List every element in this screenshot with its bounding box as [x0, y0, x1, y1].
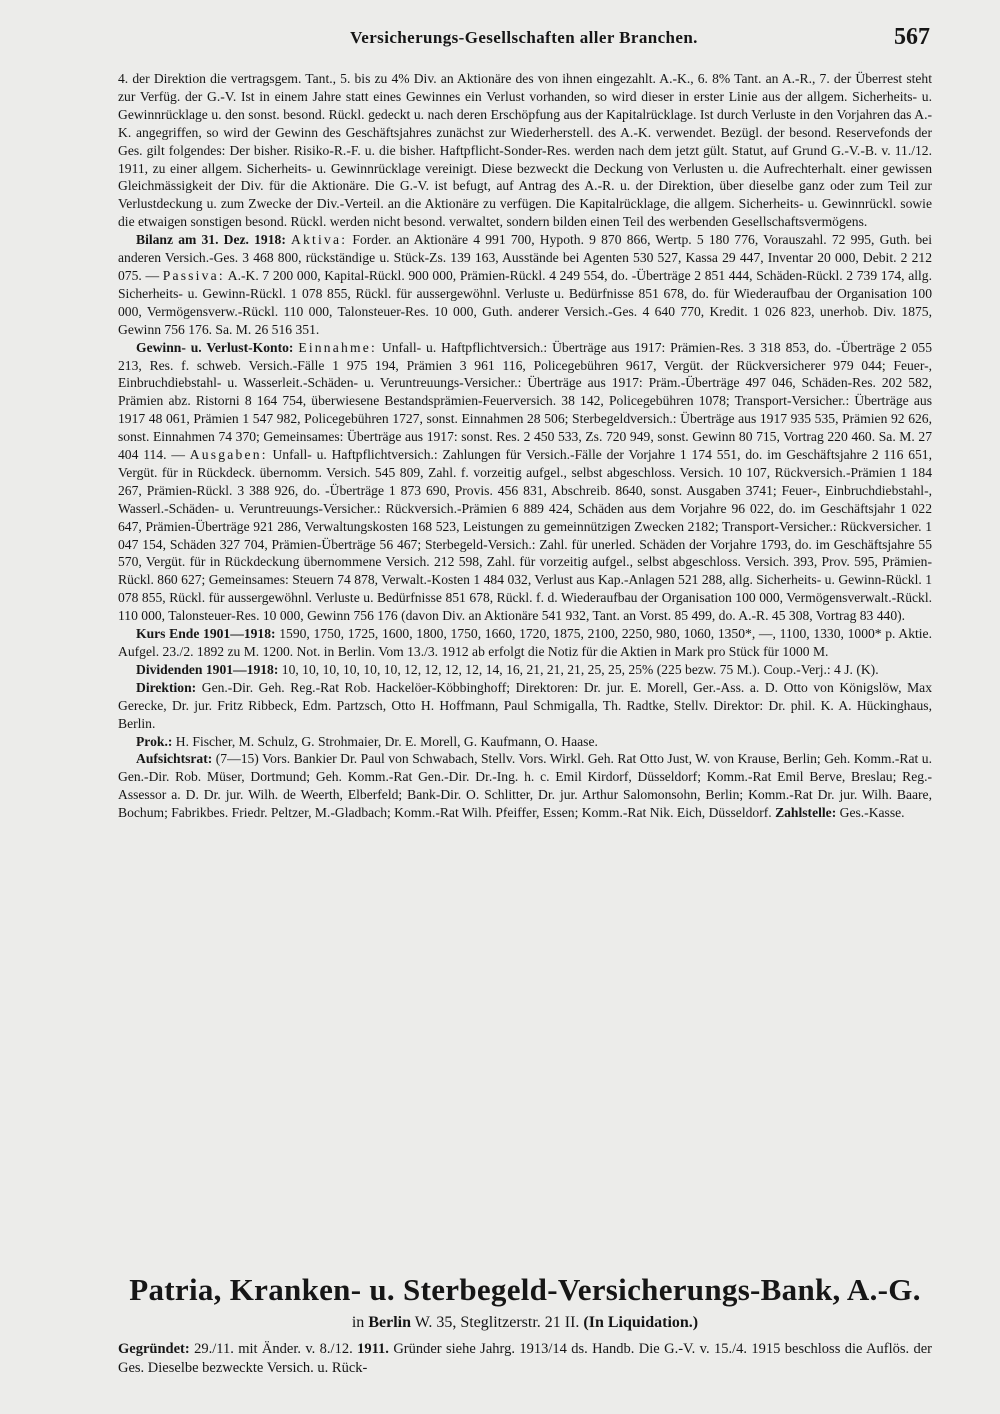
- company-address: [118, 1312, 932, 1334]
- founded-text-b: Gründer siehe Jahrg. 1913/14 ds. Handb. Die G.-V. v. 15./4. 1915 beschloss die Auflös. der Ges. Dieselbe bezweckte Versich. u. Rück-: [118, 1341, 933, 1376]
- dividenden-section: [118, 661, 932, 679]
- page-number: 567: [894, 24, 930, 50]
- founded-paragraph: [118, 1340, 932, 1378]
- passiva-text: A.-K. 7 200 000, Kapital-Rückl. 900 000, Prämien-Rückl. 4 249 554, do. -Überträge 2 851 444, Schäden-Rückl. 2 739 174, allg. Sicherheits- u. Gewinn-Rückl. 1 078 855, Rückl. für aussergewöhnl. Verluste u. Bedürfnisse 851 678, do. für Wiederaufbau der Organisation 100 000, Vermögensverw.-Rückl. 110 000, Talonsteuer-Res. 10 000, Guth. anderer Versich.-Ges. 4 640 770, Kredit. 1 026 823, unerhob. Div. 1875, Gewinn 756 176. Sa. M. 26 516 351.: [118, 267, 933, 337]
- passiva-label: Passiva:: [162, 267, 225, 283]
- einnahme-text: Unfall- u. Haftpflichtversich.: Überträge aus 1917: Prämien-Res. 3 318 853, do. -Überträge 2 055 213, Res. f. schweb. Versich.-Fälle 1 975 194, Prämien 3 961 116, Policegebühren 9617, Vergüt. der Rückversicherer 979 044; Feuer-, Einbruchdiebstahl- u. Wasserleit.-Schäden- u. Veruntreuungs-Versicher.: Überträge aus 1917: Präm.-Überträge 497 046, Schäden-Res. 202 582, Prämien abz. Ristorni 8 164 754, überwiesene Bestandsprämien-Feuerversich. 38 142, Policegebühren 1078; Transport-Versicher.: Überträge aus 1917 48 061, Prämien 1 547 982, Policegebühren 1727, sonst. Einnahmen 28 506; Sterbegeldversich.: Überträge aus 1917 935 535, Prämien 92 626, sonst. Einnahmen 74 370; Gemeinsames: Überträge aus 1917: sonst. Res. 2 450 533, Zs. 720 949, sonst. Gewinn 80 715, Vortrag 220 460. Sa. M. 27 404 114. —: [118, 339, 932, 463]
- prok-section: [118, 733, 932, 751]
- direktion-text: Gen.-Dir. Geh. Reg.-Rat Rob. Hackelöer-Köbbinghoff; Direktoren: Dr. jur. E. Morell, Ger.-Ass. a. D. Otto von Königslöw, Max Gerecke, Dr. jur. Fritz Ribbeck, Edm. Partzsch, Otto H. Hoffmann, Paul Schmigalla, Th. Radtke, Stellv. Direktor: Dr. phil. K. A. Hückinghaus, Berlin.: [118, 679, 932, 731]
- kurs-text: 1590, 1750, 1725, 1600, 1800, 1750, 1660, 1720, 1875, 2100, 2250, 980, 1060, 1350*, —, 1100, 1330, 1000* p. Aktie. Aufgel. 23./2. 1892 zu M. 1200. Not. in Berlin. Vom 13./3. 1912 ab erfolgt die Notiz für die Aktien in Mark pro Stück für 1000 M.: [118, 626, 932, 659]
- founded-text-a: 29./11. mit Änder. v. 8./12.: [194, 1341, 353, 1357]
- founded-year: 1911.: [357, 1341, 389, 1357]
- aufsichtsrat-text: (7—15) Vors. Bankier Dr. Paul von Schwabach, Stellv. Vors. Wirkl. Geh. Rat Otto Just, W. von Krause, Berlin; Geh. Komm.-Rat u. Gen.-Dir. Rob. Müser, Dortmund; Geh. Komm.-Rat Gen.-Dir. Dr.-Ing. h. c. Emil Kirdorf, Düsseldorf; Komm.-Rat Emil Berve, Breslau; Reg.-Assessor a. D. Dr. jur. Wilh. de Weerth, Elberfeld; Bank-Dir. O. Schlitter, Dr. jur. Arthur Salomonsohn, Berlin; Komm.-Rat Dr. jur. Wilh. Baare, Bochum; Fabrikbes. Friedr. Peltzer, M.-Gladbach; Komm.-Rat Wilh. Pfeiffer, Essen; Komm.-Rat Nik. Eich, Düsseldorf.: [118, 751, 932, 821]
- gewinn-section: [118, 339, 932, 626]
- dividenden-label: Dividenden 1901—1918:: [136, 661, 279, 677]
- zahlstelle-text: Ges.-Kasse.: [839, 805, 905, 821]
- founded-label: Gegründet:: [118, 1341, 190, 1357]
- kurs-label: Kurs Ende 1901—1918:: [136, 626, 276, 642]
- address-prefix: in: [351, 1314, 365, 1331]
- gewinn-label: Gewinn- u. Verlust-Konto:: [136, 339, 294, 355]
- aufsichtsrat-section: [118, 750, 932, 822]
- running-title: Versicherungs-Gesellschaften aller Branchen.: [350, 28, 698, 47]
- statute-paragraph: [118, 70, 932, 231]
- aktiva-text: Forder. an Aktionäre 4 991 700, Hypoth. 9 870 866, Wertp. 5 180 776, Vorauszahl. 72 995, Guth. bei anderen Versich.-Ges. 3 468 800, rückständige u. Stück-Zs. 139 163, Ausstände bei Agenten 530 527, Kassa 29 447, Inventar 20 000, Debit. 2 212 075. —: [118, 232, 932, 283]
- liquidation-status: (In Liquidation.): [583, 1314, 699, 1331]
- ausgaben-label: Ausgaben:: [189, 447, 268, 463]
- statute-text: 4. der Direktion die vertragsgem. Tant., 5. bis zu 4% Div. an Aktionäre des von ihnen eingezahlt. A.-K., 6. 8% Tant. an A.-R., 7. der Überrest steht zur Verfüg. der G.-V. Ist in einem Jahre statt eines Gewinnes ein Verlust vorhanden, so wird dieser in erster Linie aus der allgem. Sicherheits- u. Gewinnrücklage u. den sonst. besond. Rückl. gedeckt u. nach deren Erschöpfung aus der Kapitalrücklage. Ist durch Verluste in den Vorjahren das A.-K. angegriffen, so wird der Gewinn des Geschäftsjahres zunächst zur Wiederherstell. des A.-K. verwendet. Bezügl. der besond. Reservefonds der Ges. gilt folgendes: Der bisher. Risiko-R.-F. u. die bisher. Haftpflicht-Sonder-Res. werden nach dem jetzt gült. Statut, auf Grund G.-V.-B. v. 11./12. 1911, zu einer allgem. Sicherheits- u. Gewinnrücklage vereinigt. Diese bezweckt die Deckung von Verlusten u. die Aufrechterhalt. einer gewissen Gleichmässigkeit der Div. für die Aktionäre. Die G.-V. ist befugt, auf Antrag des A.-R. u. der Direktion, über dieselbe ganz oder zum Teil zur Verlustdeckung u. zum Zwecke der Div.-Verteil. an die Aktionäre zu verfügen. Die Kapitalrücklage, die allgem. Sicherheits- u. Gewinnrückl. sowie die etwaigen sonstigen besond. Rückl. werden nicht besond. verwaltet, sondern bilden einen Teil des werbenden Gesellschaftsvermögens.: [118, 71, 932, 230]
- prok-label: Prok.:: [136, 733, 173, 749]
- running-header: [118, 24, 930, 54]
- kurs-section: [118, 625, 932, 661]
- company-name: Patria, Kranken- u. Sterbegeld-Versicherungs-Bank, A.-G.: [129, 1272, 921, 1307]
- ausgaben-text: Unfall- u. Haftpflichtversich.: Zahlungen für Versich.-Fälle der Vorjahre 1 174 551, do. im Geschäftsjahre 2 116 651, Vergüt. für in Rückdeck. übernomm. Versich. 545 809, Zahl. f. vorzeitig aufgel., selbst abgeschloss. Versich. 10 107, Rückversich.-Prämien 1 184 267, Prämien-Rückl. 3 388 926, do. -Überträge 1 873 690, Provis. 456 831, Abschreib. 8640, sonst. Ausgaben 3741; Feuer-, Einbruchdiebstahl-, Wasserl.-Schäden- u. Veruntreuungs-Versicher.: Rückversich.-Prämien 6 889 424, Schäden aus dem Vorjahre 96 022, do. im Geschäftsjahr 1 022 647, Prämien-Überträge 921 286, Verwaltungskosten 168 523, Leistungen zu gemeinnützigen Zwecken 2182; Transport-Versicher.: Rückversicher. 1 047 154, Schäden 327 704, Prämien-Überträge 56 467; Sterbegeld-Versich.: Zahl. für unerled. Schäden der Vorjahre 1793, do. im Geschäftsjahre 55 570, Vergüt. für in Rückdeckung übernommene Versich. 212 598, Zahl. für vorzeitig aufgel., selbst abgeschloss. Versich. 393, Prov. 595, Prämien-Rückl. 860 627; Gemeinsames: Steuern 74 878, Verwalt.-Kosten 1 484 032, Verlust aus Kap.-Anlagen 521 288, allg. Sicherheits- u. Gewinn-Rückl. 1 078 855, Rückl. für aussergewöhnl. Verluste u. Bedürfnisse 851 678, Rückl. f. d. Wiederaufbau der Organisation 100 000, Vermögensverwalt.-Rückl. 110 000, Talonsteuer-Res. 10 000, Gewinn 756 176 (davon Div. an Aktionäre 541 932, Tant. an Vorst. 85 499, do. A.-R. 45 308, Vortrag 83 440).: [118, 447, 932, 624]
- company-city: Berlin: [368, 1314, 411, 1331]
- zahlstelle-label: Zahlstelle:: [775, 805, 837, 821]
- bilanz-section: [118, 231, 932, 338]
- article-body: [118, 70, 932, 822]
- direktion-section: [118, 679, 932, 733]
- aktiva-label: Aktiva:: [291, 232, 348, 248]
- address-rest: W. 35, Steglitzerstr. 21 II.: [414, 1314, 580, 1331]
- company-entry: [118, 1272, 932, 1378]
- direktion-label: Direktion:: [136, 679, 197, 695]
- bilanz-label: Bilanz am 31. Dez. 1918:: [136, 232, 286, 248]
- dividenden-text: 10, 10, 10, 10, 10, 10, 12, 12, 12, 12, 14, 16, 21, 21, 21, 25, 25, 25% (225 bezw. 75 M.). Coup.-Verj.: 4 J. (K).: [281, 661, 879, 677]
- einnahme-label: Einnahme:: [298, 339, 378, 355]
- prok-text: H. Fischer, M. Schulz, G. Strohmaier, Dr. E. Morell, G. Kaufmann, O. Haase.: [175, 733, 598, 749]
- aufsichtsrat-label: Aufsichtsrat:: [136, 751, 213, 767]
